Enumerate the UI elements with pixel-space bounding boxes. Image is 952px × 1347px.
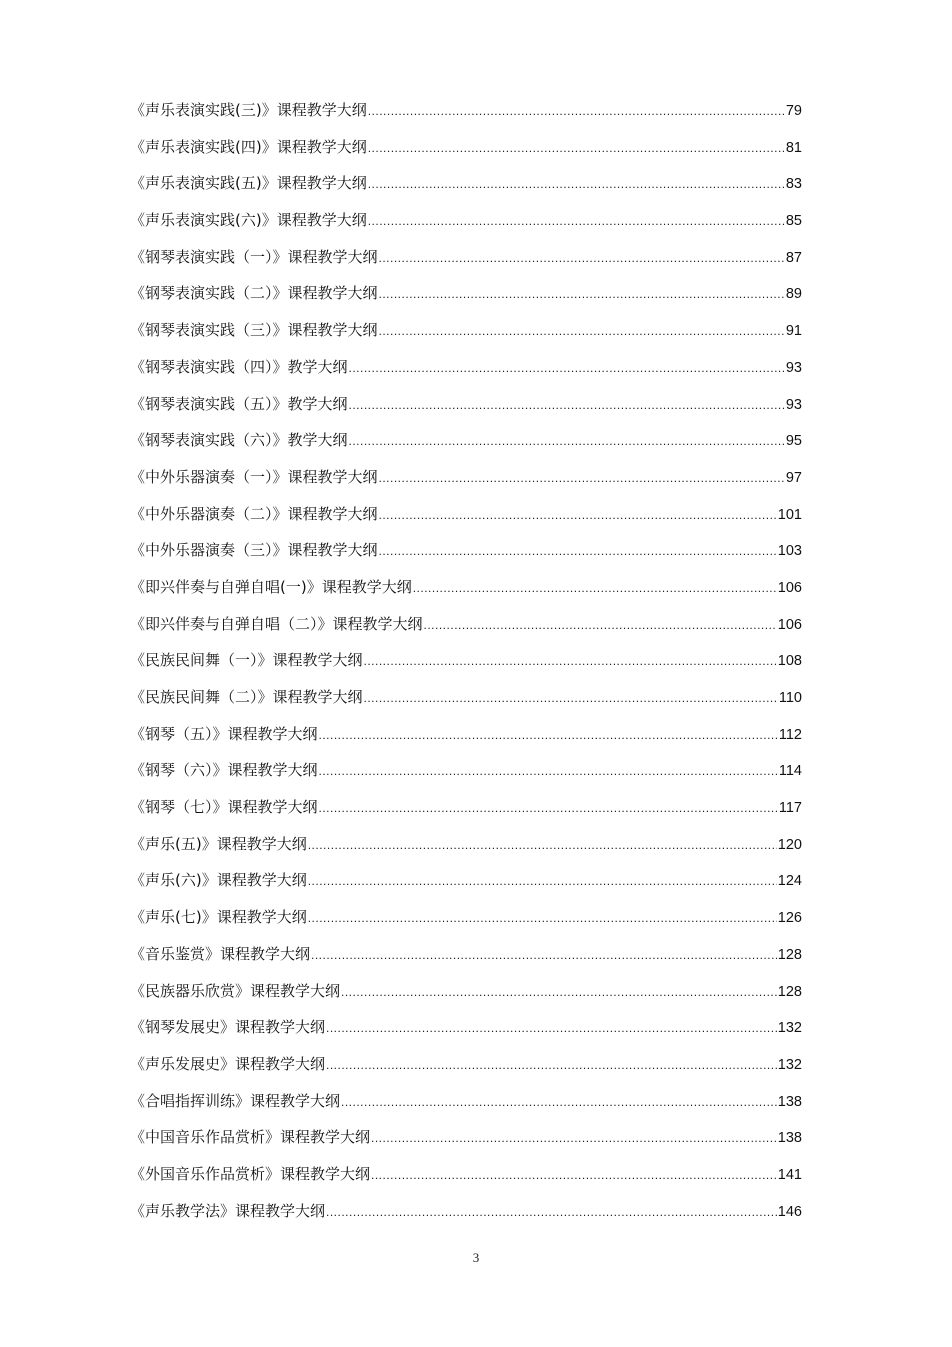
toc-entry-title: 《钢琴表演实践（二）》课程教学大纲	[130, 284, 378, 303]
toc-dot-leader	[379, 280, 785, 308]
toc-entry-title: 《民族器乐欣赏》课程教学大纲	[130, 981, 341, 1000]
toc-entry[interactable]	[130, 573, 802, 610]
toc-entry-page: 124	[777, 873, 802, 890]
toc-entry-page: 114	[778, 763, 802, 780]
toc-entry[interactable]	[130, 793, 802, 830]
toc-entry-page: 126	[777, 910, 802, 927]
toc-entry[interactable]	[130, 1013, 802, 1050]
toc-entry-page: 83	[785, 176, 802, 193]
toc-entry-page: 91	[785, 323, 802, 340]
toc-entry-title: 《钢琴表演实践（三）》课程教学大纲	[130, 321, 378, 340]
table-of-contents	[130, 96, 802, 1233]
toc-entry-page: 106	[777, 579, 802, 596]
toc-entry-title: 《外国音乐作品赏析》课程教学大纲	[130, 1164, 371, 1183]
toc-entry-page: 132	[777, 1056, 802, 1073]
toc-entry-title: 《声乐表演实践(五)》课程教学大纲	[130, 174, 367, 193]
toc-entry-title: 《钢琴表演实践（五）》教学大纲	[130, 394, 348, 413]
toc-entry-page: 85	[785, 213, 802, 230]
toc-entry[interactable]	[130, 610, 802, 647]
toc-dot-leader	[341, 978, 777, 1006]
toc-entry[interactable]	[130, 1197, 802, 1234]
toc-entry[interactable]	[130, 390, 802, 427]
toc-dot-leader	[364, 684, 778, 712]
toc-entry-page: 110	[778, 690, 802, 706]
toc-entry[interactable]	[130, 96, 802, 133]
toc-entry[interactable]	[130, 463, 802, 500]
toc-dot-leader	[308, 904, 777, 932]
toc-entry-page: 141	[777, 1166, 802, 1183]
toc-dot-leader	[368, 170, 785, 198]
toc-entry[interactable]	[130, 830, 802, 867]
toc-entry-page: 97	[785, 469, 802, 486]
toc-dot-leader	[379, 464, 785, 492]
toc-entry[interactable]	[130, 720, 802, 757]
toc-entry-title: 《民族民间舞（一）》课程教学大纲	[130, 651, 363, 670]
toc-entry-title: 《合唱指挥训练》课程教学大纲	[130, 1091, 341, 1110]
toc-entry-title: 《钢琴（六）》课程教学大纲	[130, 761, 318, 780]
toc-entry-title: 《即兴伴奏与自弹自唱（二）》课程教学大纲	[130, 614, 423, 633]
toc-entry-page: 138	[777, 1130, 802, 1147]
toc-entry-title: 《钢琴（五）》课程教学大纲	[130, 724, 318, 743]
toc-dot-leader	[371, 1124, 777, 1152]
page-number: 3	[472, 1250, 480, 1265]
toc-entry-title: 《钢琴表演实践（六）》教学大纲	[130, 431, 348, 450]
toc-entry-page: 128	[777, 983, 802, 1000]
toc-entry-title: 《音乐鉴赏》课程教学大纲	[130, 944, 311, 963]
toc-entry-page: 112	[778, 726, 802, 743]
toc-entry-page: 117	[778, 800, 802, 817]
toc-entry[interactable]	[130, 866, 802, 903]
toc-entry[interactable]	[130, 903, 802, 940]
toc-entry[interactable]	[130, 169, 802, 206]
toc-dot-leader	[341, 1088, 777, 1116]
toc-dot-leader	[311, 941, 777, 969]
toc-entry-title: 《中外乐器演奏（二）》课程教学大纲	[130, 504, 378, 523]
toc-entry-page: 128	[777, 946, 802, 963]
toc-entry-page: 87	[785, 249, 802, 266]
toc-dot-leader	[413, 574, 777, 602]
toc-entry-title: 《即兴伴奏与自弹自唱(一)》课程教学大纲	[130, 577, 412, 596]
toc-entry[interactable]	[130, 316, 802, 353]
toc-entry-title: 《民族民间舞（二）》课程教学大纲	[130, 688, 363, 706]
toc-entry-page: 132	[777, 1020, 802, 1037]
toc-dot-leader	[319, 794, 778, 822]
toc-entry-title: 《中国音乐作品赏析》课程教学大纲	[130, 1128, 371, 1147]
toc-dot-leader	[368, 207, 785, 235]
toc-entry[interactable]	[130, 353, 802, 390]
toc-dot-leader	[379, 537, 777, 565]
toc-dot-leader	[424, 611, 777, 639]
toc-entry-title: 《声乐(七)》课程教学大纲	[130, 908, 307, 927]
toc-dot-leader	[349, 354, 785, 382]
toc-entry-title: 《中外乐器演奏（三）》课程教学大纲	[130, 541, 378, 560]
toc-entry-title: 《钢琴表演实践（四）》教学大纲	[130, 357, 348, 376]
toc-dot-leader	[308, 831, 777, 859]
toc-entry[interactable]	[130, 1087, 802, 1124]
toc-entry[interactable]	[130, 1123, 802, 1160]
toc-entry-page: 81	[785, 139, 802, 156]
toc-entry[interactable]	[130, 683, 802, 720]
toc-entry-page: 120	[777, 836, 802, 853]
toc-dot-leader	[326, 1198, 777, 1226]
toc-dot-leader	[349, 427, 785, 455]
toc-entry-title: 《声乐发展史》课程教学大纲	[130, 1054, 326, 1073]
toc-entry[interactable]	[130, 133, 802, 170]
toc-dot-leader	[364, 647, 777, 675]
toc-entry[interactable]	[130, 536, 802, 573]
toc-entry-title: 《声乐表演实践(三)》课程教学大纲	[130, 101, 367, 119]
toc-entry-title: 《声乐表演实践(四)》课程教学大纲	[130, 137, 367, 156]
toc-entry[interactable]	[130, 940, 802, 977]
toc-entry[interactable]	[130, 279, 802, 316]
toc-dot-leader	[349, 391, 785, 419]
toc-entry[interactable]	[130, 500, 802, 537]
toc-dot-leader	[371, 1161, 777, 1189]
toc-entry[interactable]	[130, 1160, 802, 1197]
toc-dot-leader	[379, 317, 785, 345]
toc-entry-title: 《钢琴表演实践（一）》课程教学大纲	[130, 247, 378, 266]
toc-entry-page: 93	[785, 396, 802, 413]
toc-entry-title: 《声乐(六)》课程教学大纲	[130, 871, 307, 890]
toc-entry[interactable]	[130, 206, 802, 243]
toc-dot-leader	[368, 97, 785, 125]
toc-entry[interactable]	[130, 1050, 802, 1087]
toc-dot-leader	[326, 1014, 777, 1042]
toc-entry-title: 《钢琴（七）》课程教学大纲	[130, 798, 318, 817]
toc-entry[interactable]	[130, 426, 802, 463]
toc-entry[interactable]	[130, 756, 802, 793]
toc-entry-title: 《钢琴发展史》课程教学大纲	[130, 1018, 326, 1037]
toc-entry-page: 101	[777, 506, 802, 523]
toc-entry-page: 95	[785, 433, 802, 450]
toc-entry[interactable]	[130, 243, 802, 280]
toc-dot-leader	[319, 757, 778, 785]
toc-entry-page: 79	[785, 103, 802, 119]
toc-entry[interactable]	[130, 646, 802, 683]
toc-entry-title: 《声乐表演实践(六)》课程教学大纲	[130, 211, 367, 230]
toc-entry-page: 138	[777, 1093, 802, 1110]
toc-entry-page: 146	[777, 1203, 802, 1220]
toc-entry-page: 108	[777, 653, 802, 670]
toc-dot-leader	[319, 721, 778, 749]
toc-entry-title: 《声乐教学法》课程教学大纲	[130, 1201, 326, 1220]
toc-dot-leader	[368, 134, 785, 162]
toc-dot-leader	[379, 501, 777, 529]
toc-entry[interactable]	[130, 977, 802, 1014]
toc-entry-page: 93	[785, 359, 802, 376]
toc-entry-title: 《中外乐器演奏（一）》课程教学大纲	[130, 467, 378, 486]
toc-entry-title: 《声乐(五)》课程教学大纲	[130, 834, 307, 853]
toc-entry-page: 106	[777, 616, 802, 633]
toc-dot-leader	[308, 867, 777, 895]
toc-entry-page: 89	[785, 286, 802, 303]
toc-entry-page: 103	[777, 543, 802, 560]
toc-dot-leader	[326, 1051, 777, 1079]
toc-dot-leader	[379, 244, 785, 272]
